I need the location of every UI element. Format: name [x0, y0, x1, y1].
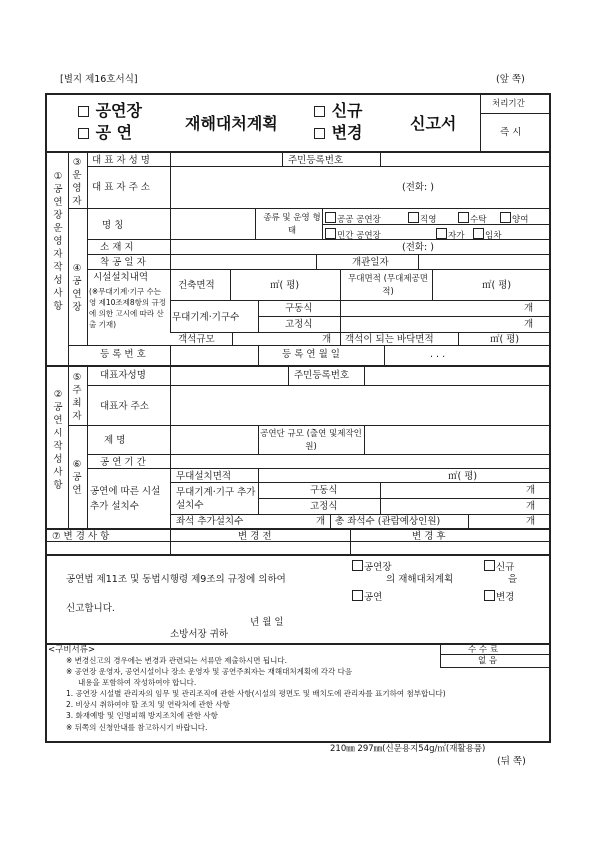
decl-opt-change[interactable]: 변경 [484, 590, 514, 603]
total-seats-label: 총 좌석수 (관람예상인원) [335, 516, 441, 527]
title-opt-perf[interactable]: 공 연 [78, 125, 132, 141]
checkbox-icon [78, 106, 89, 117]
checkbox-icon [352, 590, 363, 601]
decl-addressee: 소방서장 귀하 [170, 629, 229, 640]
perf-period-label: 공 연 기 간 [100, 457, 146, 468]
host-resident-no-label: 주민등록번호 [294, 370, 350, 381]
checkbox-icon [352, 560, 363, 571]
decl-report: 신고합니다. [66, 603, 115, 614]
rep-name-label: 대 표 자 성 명 [92, 155, 150, 166]
processing-period-value: 즉 시 [500, 127, 522, 138]
operator-label: ③ 운영자 [72, 157, 82, 207]
title-main: 재해대처계획 [185, 114, 278, 133]
facility-label: 시설설치내역 [93, 272, 149, 283]
venue-name-label: 명 칭 [102, 220, 124, 231]
seats-unit: 개 [322, 334, 332, 345]
decl-plan: 의 재해대처계획 [386, 574, 454, 585]
reg-no-label: 등 록 번 호 [100, 349, 146, 360]
form-number: [별지 제16호서식] [60, 74, 138, 85]
perf-title-label: 제 명 [104, 435, 126, 446]
title-opt-change[interactable]: 변경 [314, 125, 363, 141]
seats-label: 객석규모 [178, 334, 215, 345]
drive-unit: 개 [524, 303, 534, 314]
stage-area-label: 무대면적 (무대제공면적) [348, 274, 428, 297]
attach-note: ※ 공연장 운영자, 공연시설이나 장소 운영자 및 공연주최자는 재해대처계획에 각각 다음 [66, 667, 353, 676]
seat-floor-label: 객석이 되는 바닥면적 [345, 334, 434, 345]
checkbox-icon [314, 128, 325, 139]
checkbox-icon [314, 106, 325, 117]
fixed-unit: 개 [524, 319, 534, 330]
decl-date-field[interactable]: 년 월 일 [250, 617, 284, 628]
reg-date-field[interactable]: . . . [430, 349, 446, 360]
seat-add-unit: 개 [316, 516, 326, 527]
checkbox-icon [484, 590, 495, 601]
add-fixed-unit: 개 [526, 501, 536, 512]
paper-spec: 210㎜ 297㎜(신문용지54g/㎡(재활용품) [330, 744, 486, 754]
perf-scale-label: 공연단 규모 (출연 및제작인원) [260, 429, 362, 452]
stage-area-field[interactable]: ㎡( 평) [482, 280, 512, 291]
decl-text: 공연법 제11조 및 동법시행령 제9조의 규정에 의하여 [66, 574, 286, 585]
start-date-label: 착 공 일 자 [100, 257, 146, 268]
checkbox-icon [500, 212, 511, 223]
rep-address-label: 대 표 자 주 소 [92, 182, 150, 193]
attach-note: ※ 변경신고의 경우에는 변경과 관련되는 서류만 제출하시면 됩니다. [66, 656, 287, 665]
type-private-option[interactable]: 민간 공연장 [325, 228, 381, 241]
checkbox-icon [484, 560, 495, 571]
host-address-label: 대표자 주소 [100, 401, 149, 412]
open-date-label: 개관일자 [352, 257, 389, 268]
reg-date-label: 등 록 연 월 일 [282, 349, 340, 360]
front-side-label: (앞 쪽) [496, 74, 525, 85]
back-side-label: (뒤 쪽) [497, 756, 526, 767]
fee-label: 수 수 료 [468, 645, 499, 655]
host-rep-name-label: 대표자성명 [100, 370, 146, 381]
building-area-field[interactable]: ㎡( 평) [270, 280, 300, 291]
equip-add-label: 무대기계·기구 추가 설치수 [176, 487, 256, 511]
attach-note: 2. 비상시 취하여야 할 조치 및 연락처에 관한 사항 [66, 700, 230, 709]
seat-add-label: 좌석 추가설치수 [176, 516, 244, 527]
extra-facility-label: 공연에 따른 시설 추가 설치수 [90, 486, 161, 512]
type-direct-option[interactable]: 직영 [408, 212, 436, 225]
add-drive-label: 구동식 [310, 485, 338, 496]
checkbox-icon [78, 128, 89, 139]
location-label: 소 재 지 [100, 242, 134, 253]
section1-label: ① 공연장운영자작성사항 [53, 171, 63, 312]
phone-field[interactable]: (전화: ) [402, 182, 434, 193]
type-lease-option[interactable]: 양여 [500, 212, 528, 225]
resident-no-label: 주민등록번호 [288, 155, 344, 166]
attach-note: 1. 공연장 시설별 관리자의 임무 및 관리조직에 관한 사항(시설의 평면도 및 배치도에 관리자를 표기하여 첨부합니다) [66, 689, 446, 698]
checkbox-icon [325, 212, 336, 223]
attach-title: <구비서류> [48, 645, 96, 655]
type-public-option[interactable]: 공공 공연장 [325, 212, 381, 225]
checkbox-icon [436, 228, 447, 239]
attach-note: 내용을 포함하여 작성하여야 합니다. [78, 678, 197, 687]
title-report: 신고서 [410, 114, 457, 133]
title-opt-new[interactable]: 신규 [314, 103, 363, 119]
fee-value: 없 음 [478, 656, 498, 666]
checkbox-icon [325, 228, 336, 239]
venue-type-label: 종류 및 운영 형태 [263, 213, 321, 236]
checkbox-icon [473, 228, 484, 239]
checkbox-icon [458, 212, 469, 223]
attach-note: ※ 뒤쪽의 신청안내를 참고하시기 바랍니다. [66, 723, 208, 732]
decl-opt-perf[interactable]: 공연 [352, 590, 382, 603]
host-label: ⑤ 주최자 [72, 372, 82, 422]
stage-equip-label: 무대기계·기구수 [172, 312, 240, 323]
attach-note: 3. 화재예방 및 인명피해 방지조치에 관한 사항 [66, 711, 218, 720]
type-commission-option[interactable]: 수탁 [458, 212, 486, 225]
add-fixed-label: 고정식 [310, 501, 338, 512]
building-area-label: 건축면적 [178, 280, 215, 291]
fixed-type-label: 고정식 [285, 319, 313, 330]
change-after-label: 변 경 후 [412, 531, 446, 542]
type-rent-option[interactable]: 임차 [473, 228, 501, 241]
processing-period-label: 처리기간 [492, 99, 525, 109]
decl-opt-new[interactable]: 신규 [484, 560, 514, 573]
stage-install-area-field[interactable]: ㎡( 평) [448, 471, 478, 482]
stage-install-area-label: 무대설치면적 [176, 471, 232, 482]
decl-eul: 을 [508, 574, 518, 585]
checkbox-icon [408, 212, 419, 223]
add-drive-unit: 개 [526, 485, 536, 496]
title-opt-venue[interactable]: 공연장 [78, 103, 142, 119]
type-own-option[interactable]: 자가 [436, 228, 464, 241]
section2-label: ② 공연시작성사항 [53, 389, 63, 491]
location-phone-field[interactable]: (전화: ) [402, 242, 434, 253]
venue-label: ④ 공연장 [72, 263, 82, 313]
facility-note: (※무대기계·기구 수는 영 제10조제8항의 규정에 의한 고시에 따라 산출 기재) [89, 287, 167, 329]
seat-floor-field[interactable]: ㎡( 평) [490, 334, 520, 345]
performance-label: ⑥ 공연 [72, 459, 82, 496]
decl-opt-venue[interactable]: 공연장 [352, 560, 392, 573]
change-before-label: 변 경 전 [238, 531, 272, 542]
change-label: ⑦ 변 경 사 항 [52, 531, 110, 542]
drive-type-label: 구동식 [285, 303, 313, 314]
total-seats-unit: 개 [526, 516, 536, 527]
